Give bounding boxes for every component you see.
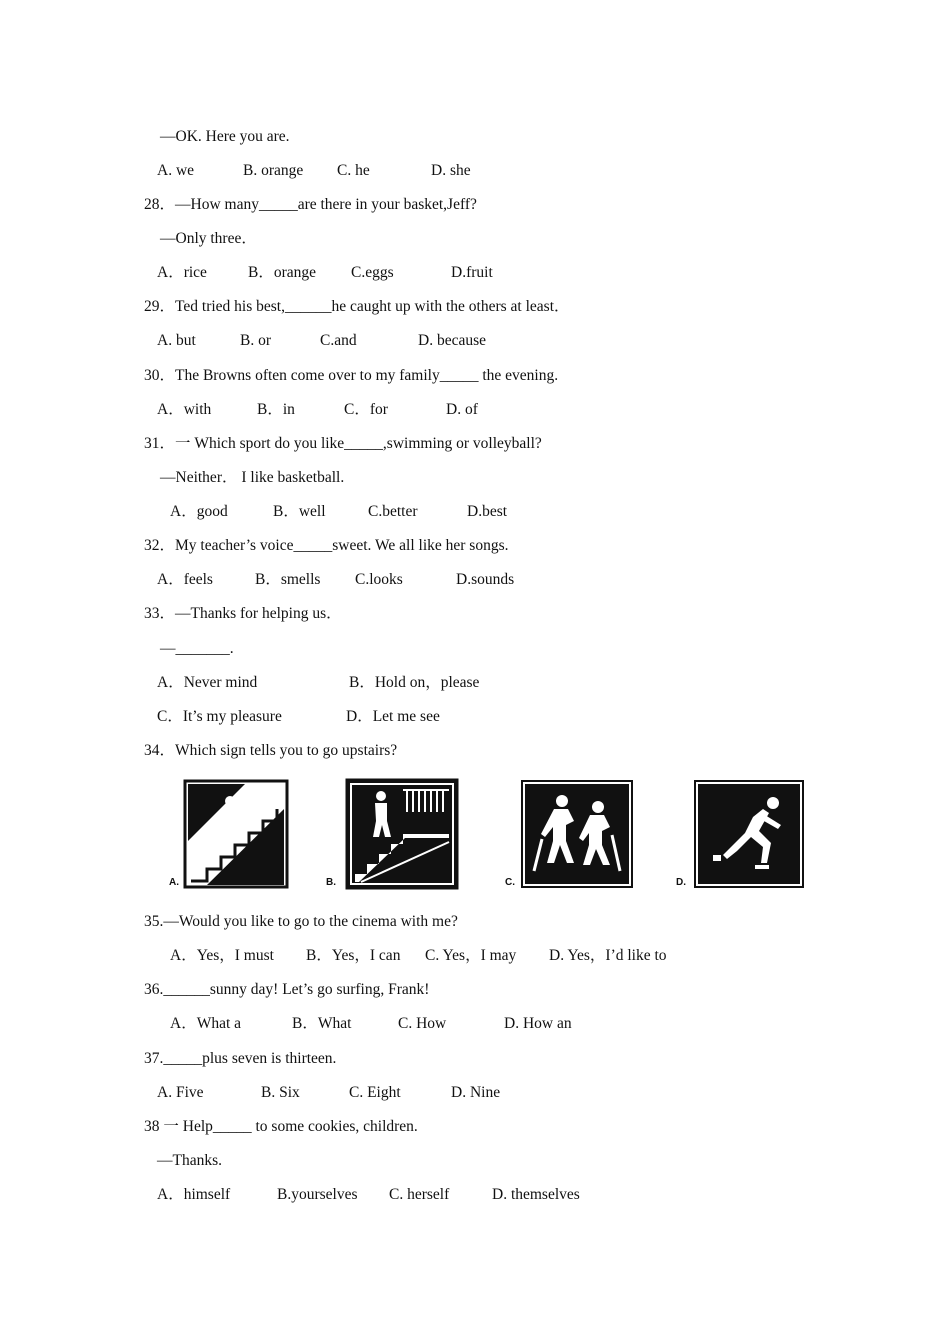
dialogue-line: —OK. Here you are. [160,128,290,145]
option-c: C．It’s my pleasure [157,708,282,725]
option-b: B．orange [248,264,317,281]
option-a: A．good [170,503,228,520]
option-d: D. How an [504,1015,572,1032]
option-d: D．Let me see [346,708,440,725]
option-a: A．feels [157,571,213,588]
question-34: 34．Which sign tells you to go upstairs? [144,742,398,759]
option-d: D.sounds [456,571,515,588]
option-c: C. he [337,162,370,179]
question-28: 28．—How many_____are there in your basket,Jeff? [144,196,477,213]
option-c: C.better [368,503,418,520]
sign-c [520,779,634,889]
option-d: D.fruit [451,264,493,281]
question-30: 30．The Browns often come over to my family_____ the evening. [144,367,559,384]
hikers-icon [520,779,634,889]
question-32: 32．My teacher’s voice_____sweet. We all like her songs. [144,537,509,554]
sign-label-d: D. [676,877,686,888]
option-b: B. Six [261,1084,300,1101]
option-d: D. Nine [451,1084,501,1101]
question-33: 33．—Thanks for helping us． [144,605,342,622]
option-a: A. we [157,162,195,179]
question-36: 36.______sunny day! Let’s go surfing, Frank! [144,981,430,998]
sign-label-a: A. [169,877,179,888]
option-b: B．smells [255,571,321,588]
option-d: D. Yes，I’d like to [549,947,667,964]
option-b: B. orange [243,162,304,179]
sign-b [345,778,459,890]
option-b: B．well [273,503,326,520]
dialogue-line: —Neither． I like basketball. [160,469,345,486]
option-d: D. because [418,332,486,349]
option-a: A. but [157,332,196,349]
option-b: B. or [240,332,271,349]
option-b: B．What [292,1015,352,1032]
option-c: C. Yes，I may [425,947,517,964]
question-37: 37._____plus seven is thirteen. [144,1050,337,1067]
option-c: C. How [398,1015,447,1032]
option-c: C. Eight [349,1084,401,1101]
dialogue-line: —Thanks. [157,1152,223,1169]
option-d: D. she [431,162,471,179]
option-a: A．with [157,401,212,418]
option-a: A．Yes，I must [170,947,274,964]
dialogue-line: —Only three． [160,230,257,247]
question-29: 29．Ted tried his best,______he caught up with the others at least． [144,298,570,315]
option-b: B．Yes，I can [306,947,401,964]
option-c: C.and [320,332,357,349]
dialogue-line: —_______. [160,640,234,657]
skater-icon [693,779,805,889]
option-c: C.looks [355,571,403,588]
question-35: 35.—Would you like to go to the cinema with me? [144,913,458,930]
option-d: D. themselves [492,1186,580,1203]
option-a: A．What a [170,1015,242,1032]
option-c: C. herself [389,1186,450,1203]
sign-label-b: B. [326,877,336,888]
sign-d [693,779,805,889]
question-31: 31．一 Which sport do you like_____,swimming or volleyball? [144,435,542,452]
option-d: D.best [467,503,508,520]
stairs-up-icon [183,779,289,889]
option-a: A．himself [157,1186,231,1203]
option-d: D. of [446,401,478,418]
option-c: C．for [344,401,388,418]
option-a: A. Five [157,1084,204,1101]
stairs-down-icon [345,778,459,890]
option-b: B．Hold on，please [349,674,480,691]
option-b: B.yourselves [277,1186,358,1203]
sign-label-c: C. [505,877,515,888]
question-38: 38 一 Help_____ to some cookies, children. [144,1118,418,1135]
option-a: A．Never mind [157,674,258,691]
option-b: B．in [257,401,295,418]
option-c: C.eggs [351,264,394,281]
option-a: A．rice [157,264,207,281]
sign-a [183,779,289,889]
